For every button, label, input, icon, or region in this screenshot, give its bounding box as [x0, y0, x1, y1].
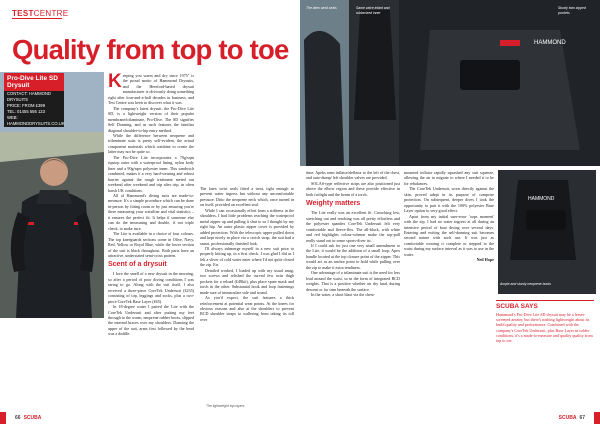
paragraph: time. Apeks arms inflator/deflator to the left of the chest, and auto-dump/ left shoulder valves are provided. — [306, 170, 400, 181]
paragraph: Detailed worked, I loaded up with my usual amig, two screws and relished the curved few twin thigh pockets for a reload (£48kit), plus place spare mask and torch in the other. Substantial hook and loop fastenings made sure of immaculate safe and sound. — [200, 267, 294, 295]
caption-top-right: Sturdy twin zipped pockets — [558, 6, 586, 15]
caption-bottom-left: The lightweight top layers — [206, 404, 245, 408]
subhead: Scent of a drysuit — [108, 261, 167, 269]
paragraph: One advantage of a trilaminate suit is the need for less lead around the waist, so in the form of integrated BCD weights. That is a positive whether on dry land, during descent or for trim beneath the surface. — [306, 270, 400, 292]
paragraph: The CoreTek Undersuit, worn directly against the skin, proved adept in its purpose of comprise protection. On subsequent, deeper dives I took the opportunity to pair it with the 100% polyester Base Layer option to very good effect. — [404, 186, 494, 214]
footer — [12, 415, 41, 421]
paragraph: In 18-degree water I paired the Lite with the CoreTek Undersuit and after putting my feet through to the warm, neoprene rubber boots, slipped the internal braces over my shoulders. Donning the upper of the suit, arms first followed by the head was a doddle. — [108, 304, 194, 337]
spec-line: WEB: HAMMONDDRYSUITS.CO.UK — [4, 115, 64, 127]
drysuit-detail-photo — [300, 0, 600, 166]
article-column-4 — [404, 170, 494, 410]
paragraph: The latex wrist seals fitted a treat, tight enough to prevent water ingress but without any uncomfortable pressure. Ditto the neoprene neck which, once turned in on itself, provided an excellent seal. — [200, 186, 294, 208]
paragraph: The Lite really was an excellent fit. Crouching low, stretching out and reaching was all pretty effortless and the polyester spandex CoreTek Undersuit felt very comfortable and fleece-flex. The all-black, with white and red highlights colour-scheme make the top-pull really stand out in some sports-diver ist. — [306, 210, 400, 243]
paragraph: Keeping you warm and dry since 1975" is the proud motto of Hammond Drysuits, and the Hereford-based drysuit manufacturer is obviously doing something right after four-and-a-half decades in business, and Test Centre was keen to discover what it was. — [108, 71, 194, 106]
page-number: 66 — [15, 415, 21, 421]
page-number: 67 — [579, 415, 585, 421]
paragraph: SOLAS-type reflective strips are also positioned just above the elbow region and these provide effective in both twilight and the beam of a torch. — [306, 180, 400, 197]
brand-label-2: HAMMOND — [528, 196, 555, 202]
right-page — [300, 0, 600, 424]
paragraph: All of Hammond's diving suits are made-to-measure. It's a simple procedure which can be done in-person by fitting room or by just ensuring you're there measuring your waistline and vital statistics – it ensures the perfect fit. It helps if someone else can do the measuring and double, if not triple check, to make sure. — [108, 192, 194, 231]
paragraph: The Lite is available in a choice of four colours. The top kneeguards sections come in Olive, Navy, Red, Yellow or Royal Blue, while the lower section of the suit is black throughout. Both parts have an attractive, understated semi-cross pattern. — [108, 231, 194, 258]
paragraph: mounted inflator rapidly squashed any suit squeeze, allowing the air to migrate to where I needed it to be for rebalances. — [404, 170, 494, 186]
boot-photo — [498, 170, 596, 294]
paragraph: While I can occasionally effort from a stiffness in the shoulders, I had little problems reaching the waterproof metal zipper up and pulling it shut to so I thought by my right hip. An outer plastic zipper cover is provided by added protection. With the telescopic upper pulled down and kept nicely in place via a crotch strap, the suit had a smart, professionally finished look. — [200, 207, 294, 246]
spec-line: TEL: 01455 556 123 — [4, 109, 64, 115]
footer-bar — [0, 412, 6, 424]
magazine-name: SCUBA — [23, 415, 42, 421]
author-signature: Neil Hope — [476, 257, 494, 263]
subhead: Weighty matters — [306, 200, 361, 208]
caption-top-mid: The latex wrist seals — [306, 6, 337, 10]
spec-box — [4, 73, 65, 126]
paragraph: Apart from my initial user-error 'oops moment' with the zip, I had no water ingress at all during an intensive period of boat diving over several days. Entering and exiting the self-donning suit becomes second nature with such use. It was just as comfortable wearing it complete or stepped to the waist during my surface interval as it was to use in the water. — [404, 213, 494, 257]
magazine-name: SCUBA — [558, 415, 577, 421]
article-column-1 — [108, 73, 194, 413]
footer — [559, 415, 588, 421]
headline: Quality from top to toe — [12, 34, 289, 65]
spec-line: PRICE: FROM £399 — [4, 103, 64, 109]
caption-photo-boot: Ample and sturdy neoprene boots — [500, 282, 551, 286]
boot-illustration — [498, 170, 596, 294]
footer-bar — [594, 412, 600, 424]
paragraph: As you'd expect, the suit features a thick reinforcement at potential wear points. At the knees for obvious reasons and also at the shoulders to prevent BCD shoulder straps to wallering from taking its toll over — [200, 295, 294, 322]
section-tag-rest: CENTRE — [33, 9, 69, 18]
section-tag — [12, 9, 68, 18]
paragraph: If I could ask for just one very small amendment to the Lite, it would be the addition of a small loop. Apex handle located at the top closure point of the zipper. This would act as an anchor point to hold while pulling over the zip to make it extra tendiness. — [306, 242, 400, 270]
section-rule — [12, 18, 62, 19]
article-column-3 — [306, 170, 400, 410]
spec-line: CONTACT: HAMMOND DRYSUITS — [4, 91, 64, 103]
pocket-photo — [300, 0, 600, 166]
scuba-says-box — [496, 300, 594, 378]
paragraph: While the difference between neoprene and trilaminate suits is pretty self-evident, the actual component materials which combine to create the latter may not be quite so. — [108, 132, 194, 155]
paragraph: The Pro-Dive Lite incorporates a 70g/sqm ripstop outer with a waterproof lining, nylon body liner and a 90g/sqm polyester inner. This sandwich combined, makes it a very hard-wearing and robust barrier against the rough treatment meted out weekend after weekend and trip after trip, in often harsh UK conditions. — [108, 154, 194, 193]
paragraph: In the water, a short blast via the chest- — [311, 292, 376, 298]
paragraph: I'll always submerge myself in a new suit prior to properly kitting up, in a first check. I was glad I did as I felt a sliver of cold water enter where I'd not quite closed the zip. Err. — [200, 245, 294, 268]
section-tag-strong: TEST — [12, 9, 34, 18]
article-column-2 — [200, 186, 294, 410]
paragraph: I love the smell of a new drysuit in the morning, so after a period of poor diving conditions I was raring to go. Along with the suit itself, I also received a three-piece CoreTek Undersuit (£235) consisting of top, leggings and socks, plus a two-piece CoreTek Base Layer (£65). — [108, 271, 194, 304]
scuba-says-title: SCUBA SAYS — [496, 303, 538, 310]
spec-title: Pro-Dive Lite SD Drysuit — [4, 73, 64, 91]
brand-label: HAMMOND — [534, 40, 566, 46]
scuba-says-text: Hammond's Pro-Dive Lite SD drysuit may be a lesser-screened aerater, but there's nothing lightweight about its build quality and performance. Combined with the company's CoreTek Undersuit, plus Base Layer in colder conditions, it's a made-to-measure and quality quality from top to toe. — [496, 312, 593, 344]
dropcap: K — [108, 71, 122, 92]
caption-photo-tl: Same valve infant and rubberized inner — [356, 6, 390, 15]
paragraph: The company's latest drysuit, the Pro-Dive Lite SD, is a lightweight version of their popular membrane/trilaminate, Pro-Dive. The SD signifies Self Donning, and as such features the familiar diagonal shoulder-to-hip entry method. — [108, 105, 194, 133]
